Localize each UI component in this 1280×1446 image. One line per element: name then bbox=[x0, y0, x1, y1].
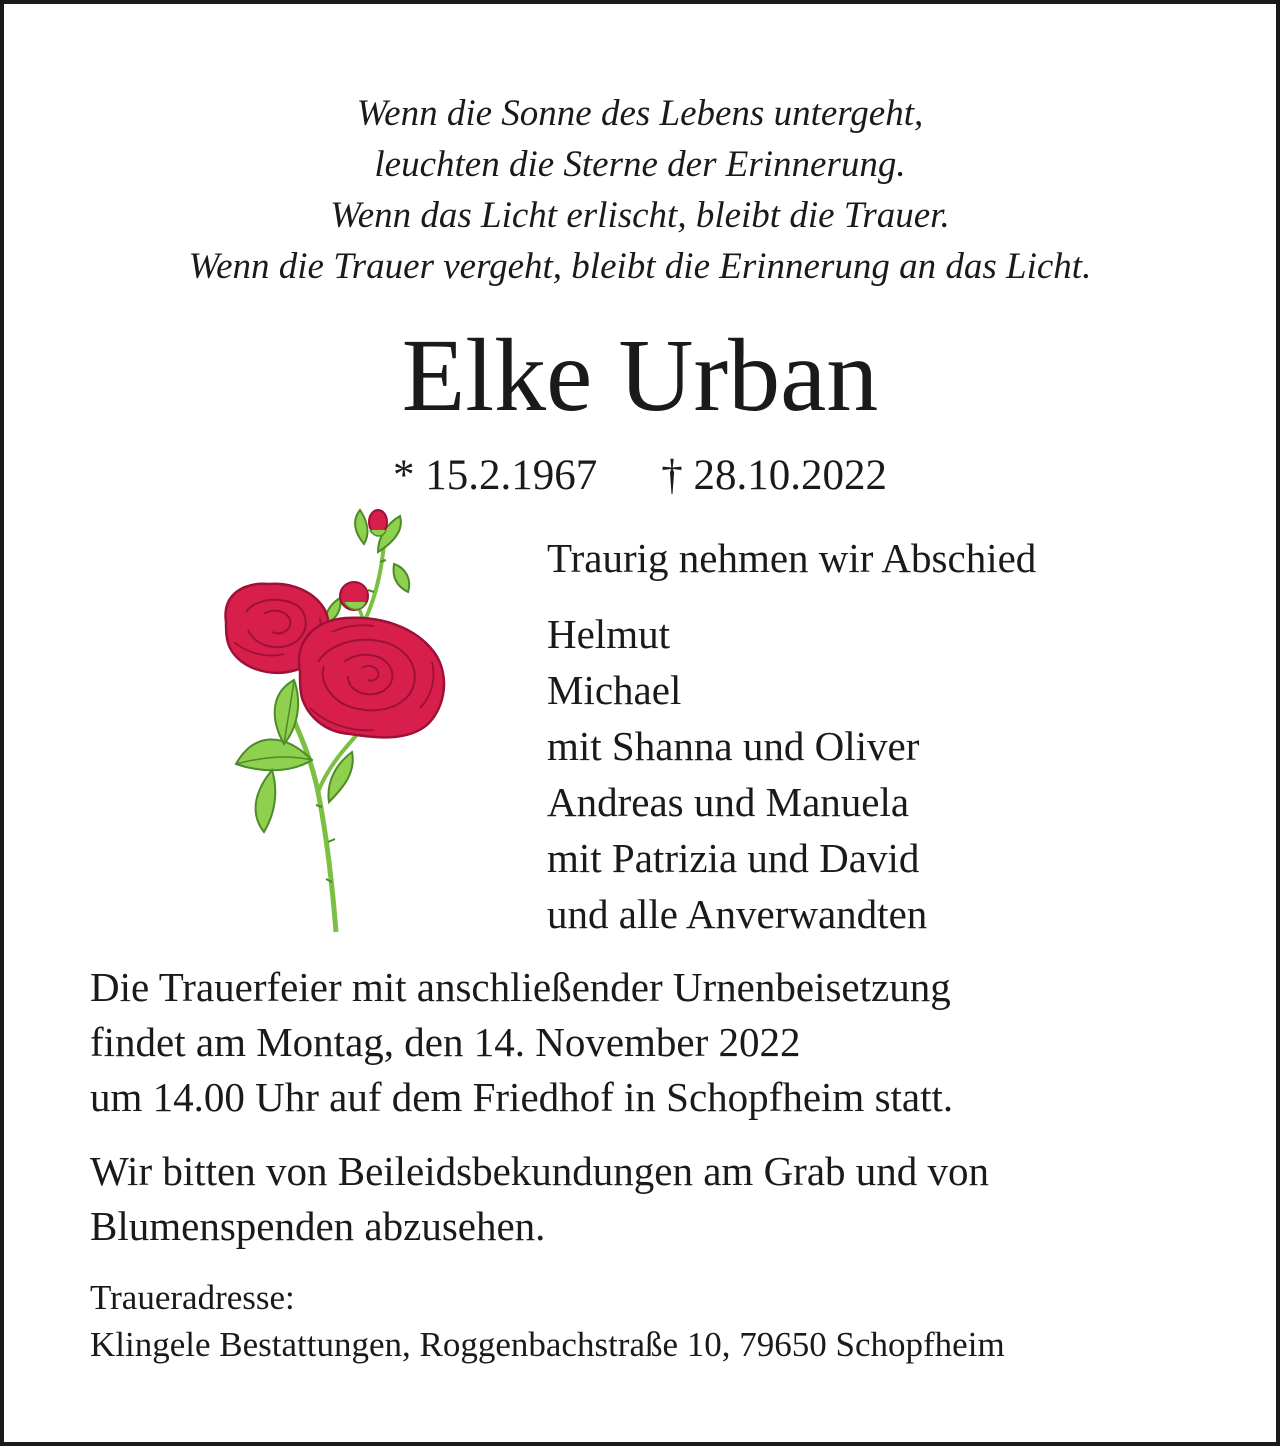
life-dates bbox=[4, 448, 1276, 504]
poem-line: leuchten die Sterne der Erinnerung. bbox=[374, 144, 906, 185]
list-item: Michael bbox=[547, 667, 682, 713]
birth-date: * 15.2.1967 bbox=[393, 452, 598, 499]
list-item: Helmut bbox=[547, 611, 670, 657]
mourning-address bbox=[90, 1274, 1005, 1368]
ceremony-line: um 14.00 Uhr auf dem Friedhof in Schopfheim statt. bbox=[90, 1074, 954, 1120]
address-value: Klingele Bestattungen, Roggenbachstraße 10, 79650 Schopfheim bbox=[90, 1325, 1005, 1364]
condolence-request bbox=[90, 1144, 989, 1254]
poem-line: Wenn die Sonne des Lebens untergeht, bbox=[356, 93, 924, 134]
list-item: und alle Anverwandten bbox=[547, 891, 928, 937]
ceremony-info bbox=[90, 960, 953, 1125]
list-item: mit Patrizia und David bbox=[547, 835, 920, 881]
mourners-list bbox=[547, 606, 927, 942]
ceremony-line: findet am Montag, den 14. November 2022 bbox=[90, 1019, 801, 1065]
list-item: Andreas und Manuela bbox=[547, 779, 910, 825]
rose-illustration-icon bbox=[214, 502, 464, 942]
list-item: mit Shanna und Oliver bbox=[547, 723, 920, 769]
death-date: † 28.10.2022 bbox=[661, 452, 887, 499]
request-line: Wir bitten von Beileidsbekundungen am Grab und von bbox=[90, 1148, 990, 1194]
ceremony-line: Die Trauerfeier mit anschließender Urnenbeisetzung bbox=[90, 964, 951, 1010]
right-rose-bloom bbox=[299, 618, 444, 738]
poem-line: Wenn das Licht erlischt, bleibt die Trauer. bbox=[330, 195, 950, 236]
address-label: Traueradresse: bbox=[90, 1278, 295, 1317]
deceased-name: Elke Urban bbox=[401, 318, 879, 433]
poem-line: Wenn die Trauer vergeht, bleibt die Erinnerung an das Licht. bbox=[188, 246, 1092, 287]
poem bbox=[4, 88, 1276, 292]
request-line: Blumenspenden abzusehen. bbox=[90, 1203, 546, 1249]
farewell-text: Traurig nehmen wir Abschied bbox=[547, 535, 1037, 581]
